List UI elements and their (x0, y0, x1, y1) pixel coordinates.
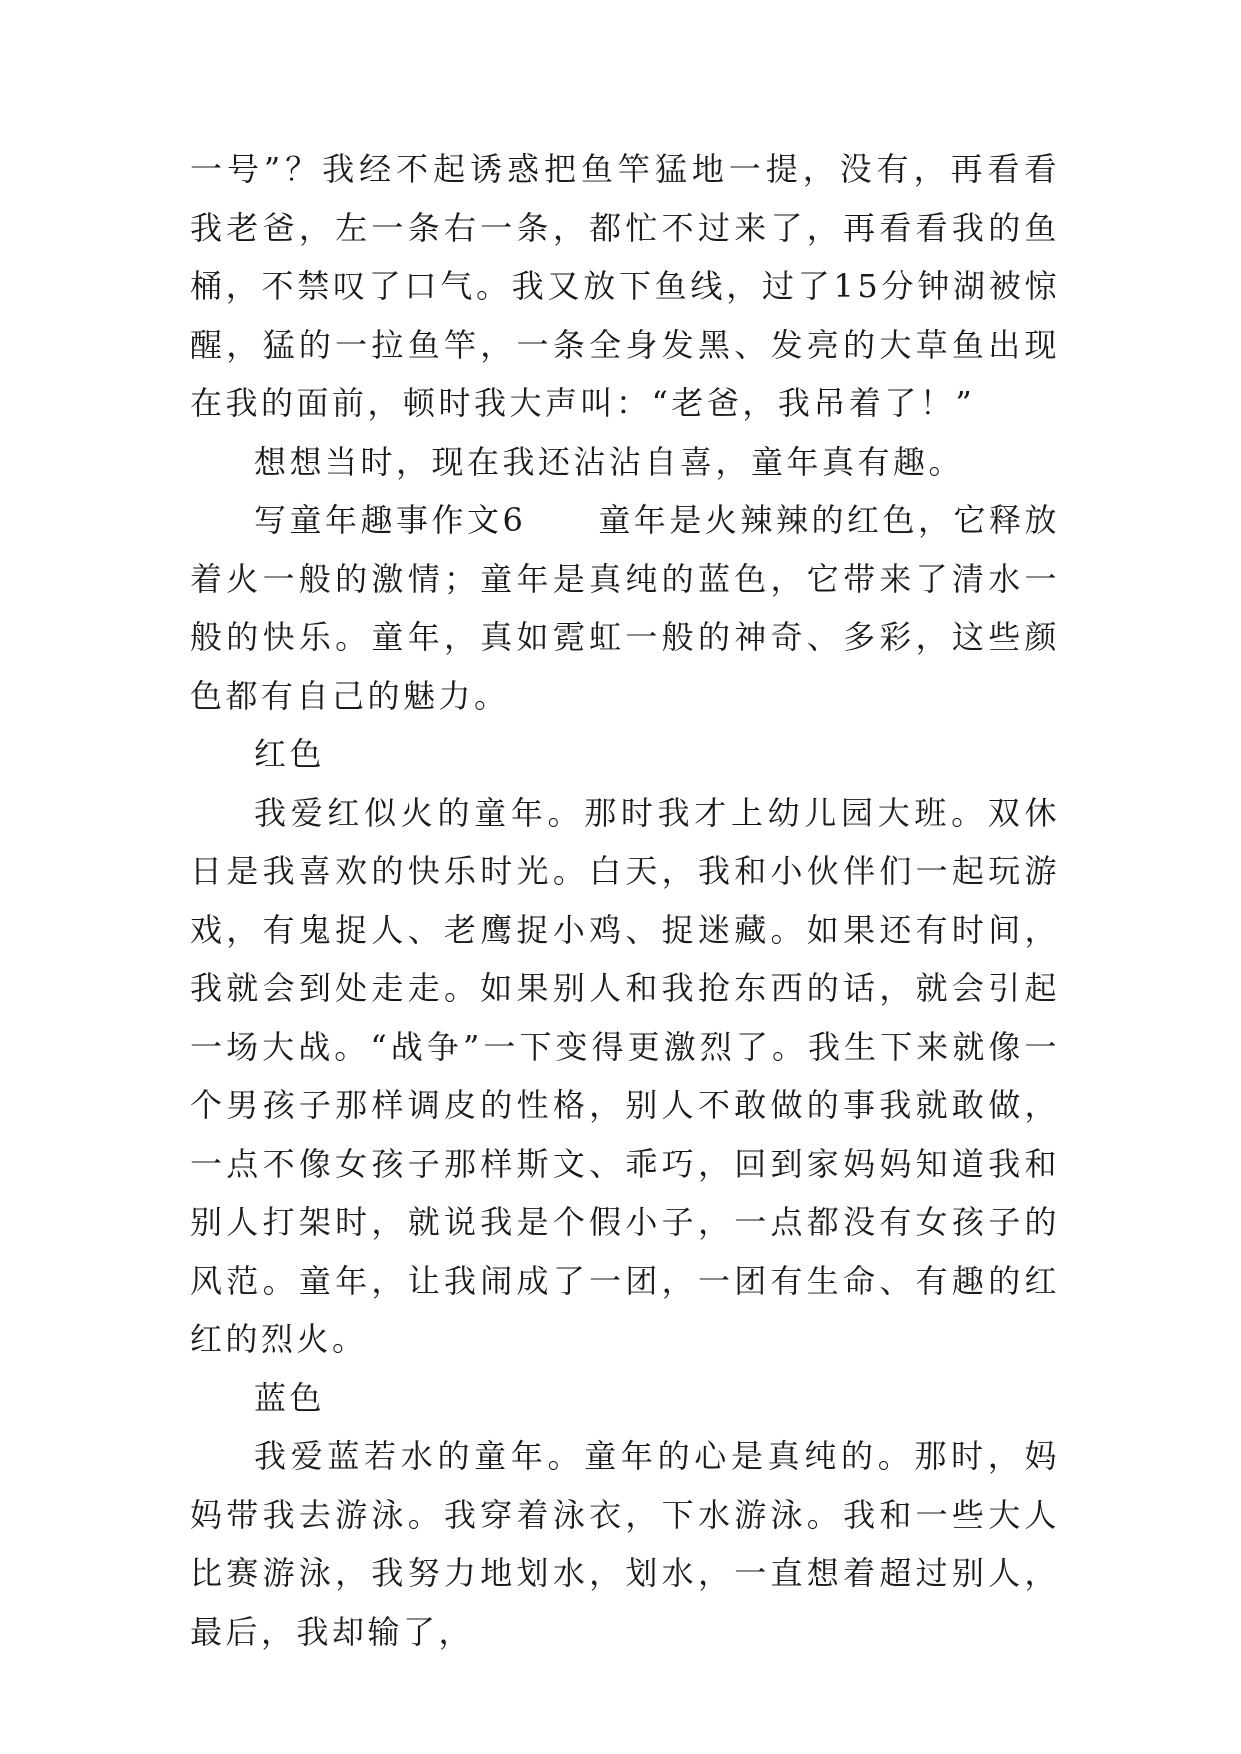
section-heading-red: 红色 (254, 735, 326, 773)
paragraph-essay-6-intro (190, 491, 1060, 725)
paragraph-reflection: 想想当时，现在我还沾沾自喜，童年真有趣。 (254, 442, 965, 481)
document-body (190, 140, 1060, 1661)
paragraph-blue: 我爱蓝若水的童年。童年的心是真纯的。那时，妈妈带我去游泳。我穿着泳衣，下水游泳。我和一些大人比赛游泳，我努力地划水，划水，一直想着超过别人，最后，我却输了， (190, 1437, 1060, 1651)
section-heading-blue: 蓝色 (254, 1378, 326, 1417)
essay-title: 写童年趣事作文6 (254, 501, 527, 539)
essay-intro-text: 童年是火辣辣的红色，它释放着火一般的激情；童年是真纯的蓝色，它带来了清水一般的快乐。童年，真如霓虹一般的神奇、多彩，这些颜色都有自己的魅力。 (190, 501, 1060, 715)
paragraph-red: 我爱红似火的童年。那时我才上幼儿园大班。双休日是我喜欢的快乐时光。白天，我和小伙伴们一起玩游戏，有鬼捉人、老鹰捉小鸡、捉迷藏。如果还有时间，我就会到处走走。如果别人和我抢东西的话，就会引起一场大战。“战争”一下变得更激烈了。我生下来就像一个男孩子那样调皮的性格，别人不敢做的事我就敢做，一点不像女孩子那样斯文、乖巧，回到家妈妈知道我和别人打架时，就说我是个假小子，一点都没有女孩子的风范。童年，让我闹成了一团，一团有生命、有趣的红红的烈火。 (190, 793, 1060, 1358)
paragraph-fishing-ending: 一号”？我经不起诱惑把鱼竿猛地一提，没有，再看看我老爸，左一条右一条，都忙不过来了，再看看我的鱼桶，不禁叹了口气。我又放下鱼线，过了15分钟湖被惊醒，猛的一拉鱼竿，一条全身发黑、发亮的大草鱼出现在我的面前，顿时我大声叫：“老爸，我吊着了！” (190, 150, 1060, 422)
